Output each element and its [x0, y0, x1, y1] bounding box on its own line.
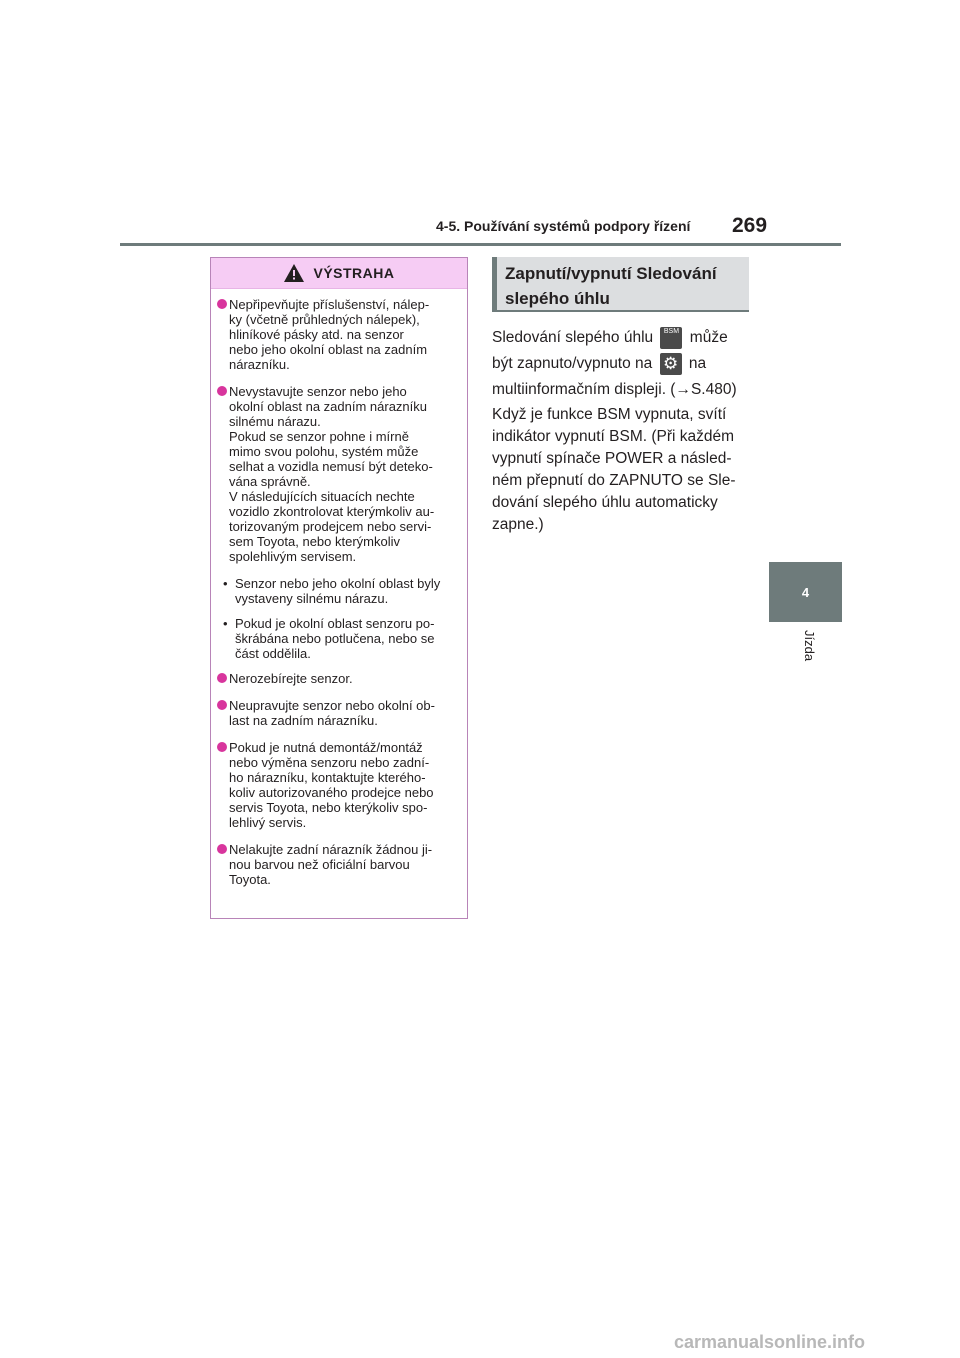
section-heading-line: slepého úhlu — [505, 289, 610, 308]
warning-line: sem Toyota, nebo kterýmkoliv — [229, 534, 400, 549]
warning-line: silnému nárazu. — [229, 414, 321, 429]
warning-line: Nelakujte zadní nárazník žádnou ji- — [229, 842, 433, 857]
para-line: dování slepého úhlu automaticky — [492, 494, 718, 511]
warning-line: vána správně. — [229, 474, 311, 489]
bullet-dot-icon — [217, 742, 227, 752]
para-line: Když je funkce BSM vypnuta, svítí — [492, 406, 727, 423]
para-line: zapne.) — [492, 516, 544, 533]
page-number: 269 — [732, 214, 768, 237]
warning-bullet-item — [217, 297, 457, 372]
warning-line: nárazníku. — [229, 357, 290, 372]
warning-line: Senzor nebo jeho okolní oblast byly — [235, 576, 441, 591]
gear-icon: ⚙ — [660, 353, 682, 375]
header-rule — [120, 243, 841, 246]
bullet-dot-icon — [217, 386, 227, 396]
warning-line: část oddělila. — [235, 646, 311, 661]
warning-dash-item — [217, 616, 457, 661]
warning-line: Toyota. — [229, 872, 271, 887]
section-title: 4-5. Používání systémů podpory řízení — [436, 218, 691, 234]
warning-line: Pokud je nutná demontáž/montáž — [229, 740, 423, 755]
para-text: na — [688, 355, 707, 372]
warning-line: nou barvou než oficiální barvou — [229, 857, 410, 872]
para-line: ném přepnutí do ZAPNUTO se Sle- — [492, 472, 736, 489]
warning-line: okolní oblast na zadním nárazníku — [229, 399, 428, 414]
chapter-number: 4 — [801, 584, 810, 600]
warning-title: VÝSTRAHA — [313, 265, 395, 281]
warning-line: last na zadním nárazníku. — [229, 713, 378, 728]
warning-line: vozidlo zkontrolovat kterýmkoliv au- — [229, 504, 435, 519]
warning-line: Neupravujte senzor nebo okolní ob- — [229, 698, 435, 713]
dash-marker: • — [223, 616, 228, 631]
warning-line: hliníkové pásky atd. na senzor — [229, 327, 404, 342]
warning-triangle-icon — [283, 263, 305, 283]
warning-line: lehlivý servis. — [229, 815, 307, 830]
section-heading-line: Zapnutí/vypnutí Sledování — [505, 264, 717, 283]
warning-line: ho nárazníku, kontaktujte kterého- — [229, 770, 426, 785]
para-line: vypnutí spínače POWER a násled- — [492, 450, 732, 467]
warning-line: Nevystavujte senzor nebo jeho — [229, 384, 407, 399]
bsm-icon: BSM — [660, 327, 682, 349]
warning-header — [211, 258, 467, 289]
warning-bullet-item — [217, 842, 457, 887]
warning-line: vystaveny silnému nárazu. — [235, 591, 389, 606]
warning-line: Pokud je okolní oblast senzoru po- — [235, 616, 435, 631]
dash-marker: • — [223, 576, 228, 591]
warning-line: nebo jeho okolní oblast na zadním — [229, 342, 428, 357]
warning-bullet-item — [217, 740, 457, 830]
warning-line: Pokud se senzor pohne i mírně — [229, 429, 409, 444]
warning-dash-item — [217, 576, 457, 606]
para-text: být zapnuto/vypnuto na — [492, 355, 653, 372]
warning-line: Nerozebírejte senzor. — [229, 671, 353, 686]
warning-bullet-item — [217, 698, 457, 728]
warning-line: spolehlivým servisem. — [229, 549, 357, 564]
para-line: indikátor vypnutí BSM. (Při každém — [492, 428, 735, 445]
warning-line: ky (včetně průhledných nálepek), — [229, 312, 420, 327]
warning-line: koliv autorizovaného prodejce nebo — [229, 785, 434, 800]
paragraph-toggle — [492, 325, 754, 403]
warning-line: servis Toyota, nebo kterýkoliv spo- — [229, 800, 428, 815]
warning-line: selhat a vozidla nemusí být deteko- — [229, 459, 433, 474]
chapter-tab[interactable] — [769, 562, 842, 622]
warning-line: škrábána nebo potlučena, nebo se — [235, 631, 435, 646]
bullet-dot-icon — [217, 673, 227, 683]
para-text: může — [689, 329, 728, 346]
warning-bullet-item — [217, 384, 457, 564]
warning-line: mimo svou polohu, systém může — [229, 444, 419, 459]
warning-line: V následujících situacích nechte — [229, 489, 415, 504]
para-text: Sledování slepého úhlu — [492, 329, 654, 346]
warning-bullet-item — [217, 671, 457, 686]
warning-line: Nepřipevňujte příslušenství, nálep- — [229, 297, 430, 312]
warning-body — [211, 289, 467, 887]
bullet-dot-icon — [217, 844, 227, 854]
warning-line: nebo výměna senzoru nebo zadní- — [229, 755, 430, 770]
warning-line: torizovaným prodejcem nebo servi- — [229, 519, 432, 534]
bullet-dot-icon — [217, 299, 227, 309]
paragraph-bsm-off — [492, 404, 754, 536]
section-heading — [492, 257, 749, 312]
chapter-label: Jízda — [802, 630, 817, 662]
watermark: carmanualsonline.info — [674, 1332, 866, 1352]
bullet-dot-icon — [217, 700, 227, 710]
warning-box — [210, 257, 468, 919]
para-text: multiinformačním displeji. (→S.480) — [492, 381, 737, 398]
